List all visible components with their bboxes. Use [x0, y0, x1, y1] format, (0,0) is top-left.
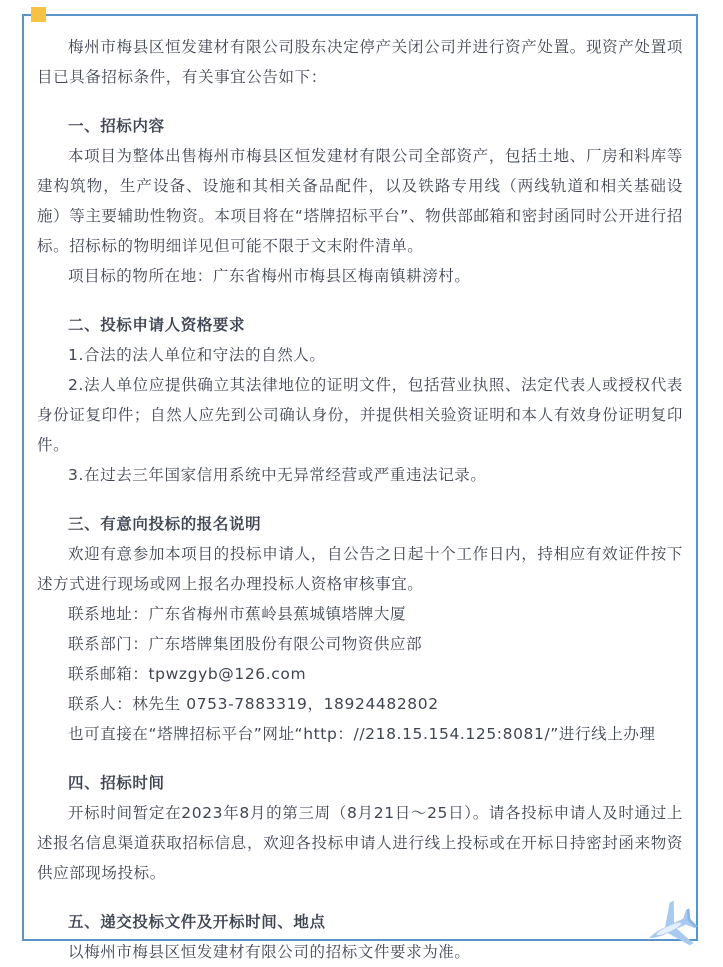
- section-heading: 四、招标时间: [68, 774, 165, 792]
- section-paragraph: 开标时间暂定在2023年8月的第三周（8月21日～25日）。请各投标申请人及时通过上述报名信息渠道获取招标信息，欢迎各投标申请人进行线上投标或在开标日持密封函来物资供应部现场投标。: [37, 804, 683, 882]
- section-heading: 二、投标申请人资格要求: [68, 316, 246, 334]
- section-paragraph: 也可直接在“塔牌招标平台”网址“http：//218.15.154.125:8081/”进行线上办理: [68, 725, 656, 743]
- section-paragraph: 欢迎有意参加本项目的投标申请人，自公告之日起十个工作日内，持相应有效证件按下述方式进行现场或网上报名办理投标人资格审核事宜。: [37, 545, 683, 593]
- section-paragraph: 1.合法的法人单位和守法的自然人。: [68, 346, 326, 364]
- section-paragraph: 联系人：林先生 0753-7883319，18924482802: [68, 695, 439, 713]
- section-paragraph: 联系部门：广东塔牌集团股份有限公司物资供应部: [68, 635, 423, 653]
- section-paragraph: 联系地址：广东省梅州市蕉岭县蕉城镇塔牌大厦: [68, 605, 407, 623]
- announcement-frame: [22, 14, 698, 961]
- section-paragraph: 本项目为整体出售梅州市梅县区恒发建材有限公司全部资产，包括土地、厂房和料库等建构筑物，生产设备、设施和其相关备品配件，以及铁路专用线（两线轨道和相关基础设施）等主要辅助性物资。本项目将在“塔牌招标平台”、物供部邮箱和密封函同时公开进行招标。招标标的物明细详见但可能不限于文末附件清单。: [37, 147, 683, 255]
- section-paragraph: 3.在过去三年国家信用系统中无异常经营或严重违法记录。: [68, 466, 487, 484]
- section-heading: 三、有意向投标的报名说明: [68, 515, 262, 533]
- section-paragraph: 2.法人单位应提供确立其法律地位的证明文件，包括营业执照、法定代表人或授权代表身份证复印件；自然人应先到公司确认身份，并提供相关验资证明和本人有效身份证明复印件。: [37, 376, 683, 454]
- sections-container: [37, 111, 683, 967]
- intro-paragraph: 梅州市梅县区恒发建材有限公司股东决定停产关闭公司并进行资产处置。现资产处置项目已具备招标条件，有关事宜公告如下：: [37, 38, 683, 86]
- accent-square-icon: [31, 7, 46, 22]
- section-heading: 五、递交投标文件及开标时间、地点: [68, 913, 326, 931]
- section-heading: 一、招标内容: [68, 117, 165, 135]
- section-paragraph: 以梅州市梅县区恒发建材有限公司的招标文件要求为准。: [68, 943, 471, 961]
- section-paragraph: 联系邮箱：tpwzgyb@126.com: [68, 665, 307, 683]
- section-paragraph: 项目标的物所在地：广东省梅州市梅县区梅南镇耕滂村。: [68, 267, 471, 285]
